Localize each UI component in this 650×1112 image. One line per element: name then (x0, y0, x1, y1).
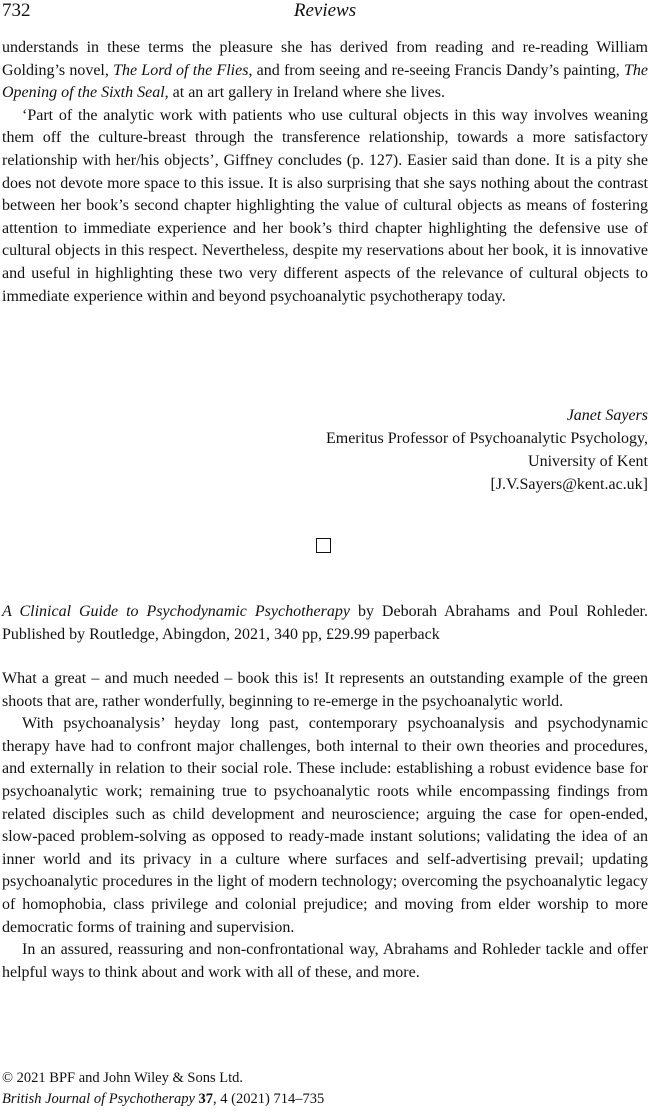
paragraph-text: , at an art gallery in Ireland where she lives. (164, 84, 445, 102)
page-number: 732 (2, 0, 31, 21)
copyright-line: © 2021 BPF and John Wiley & Sons Ltd. (2, 1070, 243, 1086)
review2-body (2, 668, 648, 984)
reviewer-email: [J.V.Sayers@kent.ac.uk] (490, 476, 648, 493)
book-reference (2, 600, 648, 646)
running-head: Reviews (293, 0, 357, 21)
review2-paragraph-3: In an assured, reassuring and non-confrontational way, Abrahams and Rohleder tackle and offer helpful ways to think about and work with all of these, and more. (2, 941, 648, 981)
review2-paragraph-1: What a great – and much needed – book this is! It represents an outstanding example of the green shoots that are, rather wonderfully, beginning to re-emerge in the psychoanalytic world. (2, 670, 648, 710)
review2-paragraph-2: With psychoanalysis’ heyday long past, contemporary psychoanalysis and psychodynamic therapy have had to confront major challenges, both internal to their own theories and procedures, and externally in relation to their social role. These include: establishing a robust evidence base for psychoanalytic work; remaining true to psychoanalytic roots while encompassing findings from related disciples such as child development and neuroscience; arguing the case for open-ended, slow-paced problem-solving as opposed to ready-made instant solutions; validating the idea of an inner world and its privacy in a culture where surfaces and self-advertising prevail; updating psychoanalytic procedures in the light of modern technology; overcoming the psychoanalytic legacy of homophobia, class privilege and colonial prejudice; and moving from elder worship to more democratic forms of training and supervision. (2, 715, 648, 936)
reviewer-position: Emeritus Professor of Psychoanalytic Psychology, (325, 430, 648, 447)
reviewer-signature (228, 404, 648, 496)
journal-issue-pages: , 4 (2021) 714–735 (213, 1091, 325, 1107)
paragraph-text: understands in these terms the pleasure she has derived from reading and re-reading William Golding’s novel, (2, 39, 648, 79)
page-footer (2, 1068, 324, 1110)
paragraph-text: , and from seeing and re-seeing Francis Dandy’s painting, (248, 61, 625, 79)
section-separator-square (316, 538, 331, 553)
reviewer-institution: University of Kent (528, 453, 648, 470)
painting-title: The Opening of the Sixth Seal (2, 61, 649, 102)
book-title-lord-of-the-flies: The Lord of the Flies (113, 61, 249, 79)
review1-paragraph-2: ‘Part of the analytic work with patients who use cultural objects in this way involves weaning them off the culture-breast through the transference relationship, towards a more satisfactory relationship with her/his objects’, Giffney concludes (p. 127). Easier said than done. It is a pity she does not devote more space to this issue. It is also surprising that she says nothing about the contrast between her book’s second chapter highlighting the value of cultural objects as means of fostering attention to immediate experience and her book’s third chapter highlighting the defensive use of cultural objects in this respect. Nevertheless, despite my reservations about her book, it is innovative and useful in highlighting these two very different aspects of the relevance of cultural objects to immediate experience within and beyond psychoanalytic psychotherapy today. (2, 106, 648, 305)
journal-volume: 37 (198, 1091, 214, 1107)
book-details: by Deborah Abrahams and Poul Rohleder. Published by Routledge, Abingdon, 2021, 340 pp, £29.99 paperback (2, 603, 649, 643)
journal-name: British Journal of Psychotherapy (2, 1091, 195, 1107)
page-header (0, 0, 650, 24)
book-title: A Clinical Guide to Psychodynamic Psychotherapy (2, 603, 350, 620)
reviewer-name: Janet Sayers (566, 407, 648, 424)
journal-citation (2, 1089, 324, 1110)
review1-body (2, 37, 648, 308)
review1-continuation-paragraph (2, 37, 648, 105)
